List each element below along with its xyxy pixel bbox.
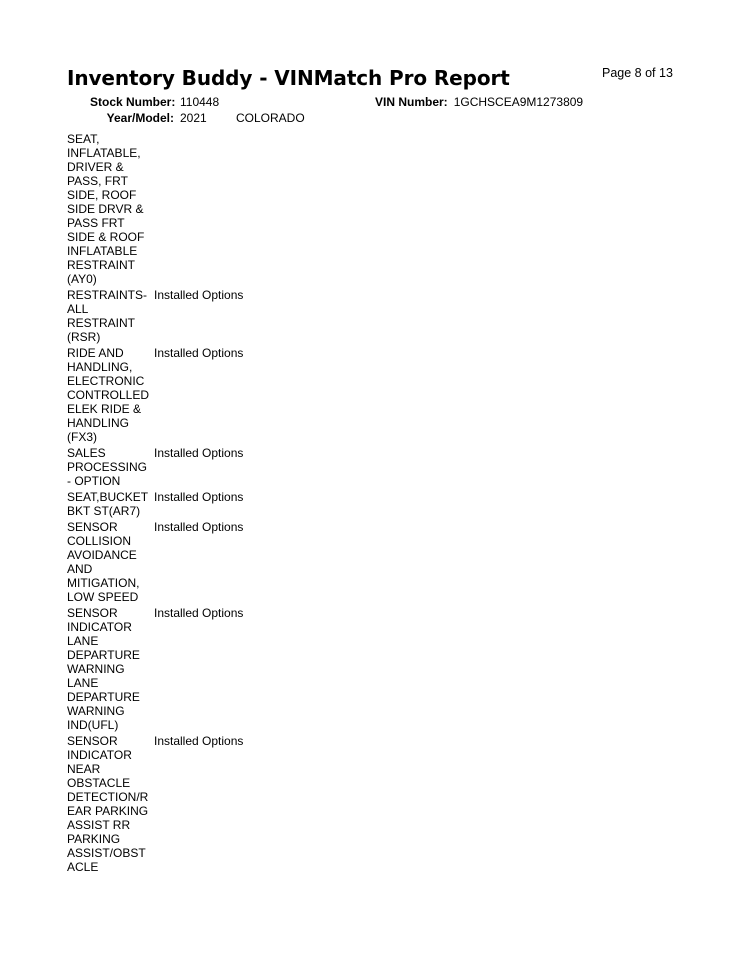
option-name: SEAT, INFLATABLE, DRIVER & PASS, FRT SIDE, ROOF SIDE DRVR & PASS FRT SIDE & ROOF INFLATABLE RESTRAINT (AY0) bbox=[67, 132, 145, 286]
year-model-row bbox=[90, 111, 305, 125]
option-row bbox=[67, 606, 367, 732]
option-status: Installed Options bbox=[154, 446, 244, 460]
option-row bbox=[67, 520, 367, 604]
stock-number-value: 110448 bbox=[180, 95, 220, 109]
stock-number-label: Stock Number: bbox=[90, 95, 176, 109]
vin-label: VIN Number: bbox=[375, 95, 448, 109]
option-name: SENSOR INDICATOR NEAR OBSTACLE DETECTION/R EAR PARKING ASSIST RR PARKING ASSIST/OBST ACLE bbox=[67, 734, 149, 874]
option-name: SALES PROCESSING - OPTION bbox=[67, 446, 148, 488]
option-status: Installed Options bbox=[154, 490, 244, 504]
page-number: Page 8 of 13 bbox=[602, 66, 673, 80]
option-name: SENSOR INDICATOR LANE DEPARTURE WARNING LANE DEPARTURE WARNING IND(UFL) bbox=[67, 606, 140, 732]
stock-number-row bbox=[90, 95, 219, 109]
option-status: Installed Options bbox=[154, 288, 244, 302]
option-row bbox=[67, 446, 367, 488]
option-name: SENSOR COLLISION AVOIDANCE AND MITIGATION, LOW SPEED bbox=[67, 520, 140, 604]
option-row bbox=[67, 490, 367, 518]
vin-value: 1GCHSCEA9M1273809 bbox=[453, 95, 584, 109]
option-status: Installed Options bbox=[154, 346, 244, 360]
option-status: Installed Options bbox=[154, 606, 244, 620]
option-row bbox=[67, 288, 367, 344]
vin-row bbox=[375, 95, 583, 109]
option-row bbox=[67, 132, 367, 286]
options-list bbox=[67, 132, 367, 876]
option-row bbox=[67, 346, 367, 444]
option-name: RESTRAINTS- ALL RESTRAINT (RSR) bbox=[67, 288, 148, 344]
year-model-label: Year/Model: bbox=[106, 111, 174, 125]
option-name: SEAT,BUCKET BKT ST(AR7) bbox=[67, 490, 149, 518]
year-value: 2021 bbox=[180, 111, 207, 125]
option-name: RIDE AND HANDLING, ELECTRONIC CONTROLLED ELEK RIDE & HANDLING (FX3) bbox=[67, 346, 150, 444]
option-status: Installed Options bbox=[154, 734, 244, 748]
option-status: Installed Options bbox=[154, 520, 244, 534]
model-value: COLORADO bbox=[236, 111, 305, 125]
report-title: Inventory Buddy - VINMatch Pro Report bbox=[67, 66, 510, 90]
option-row bbox=[67, 734, 367, 874]
